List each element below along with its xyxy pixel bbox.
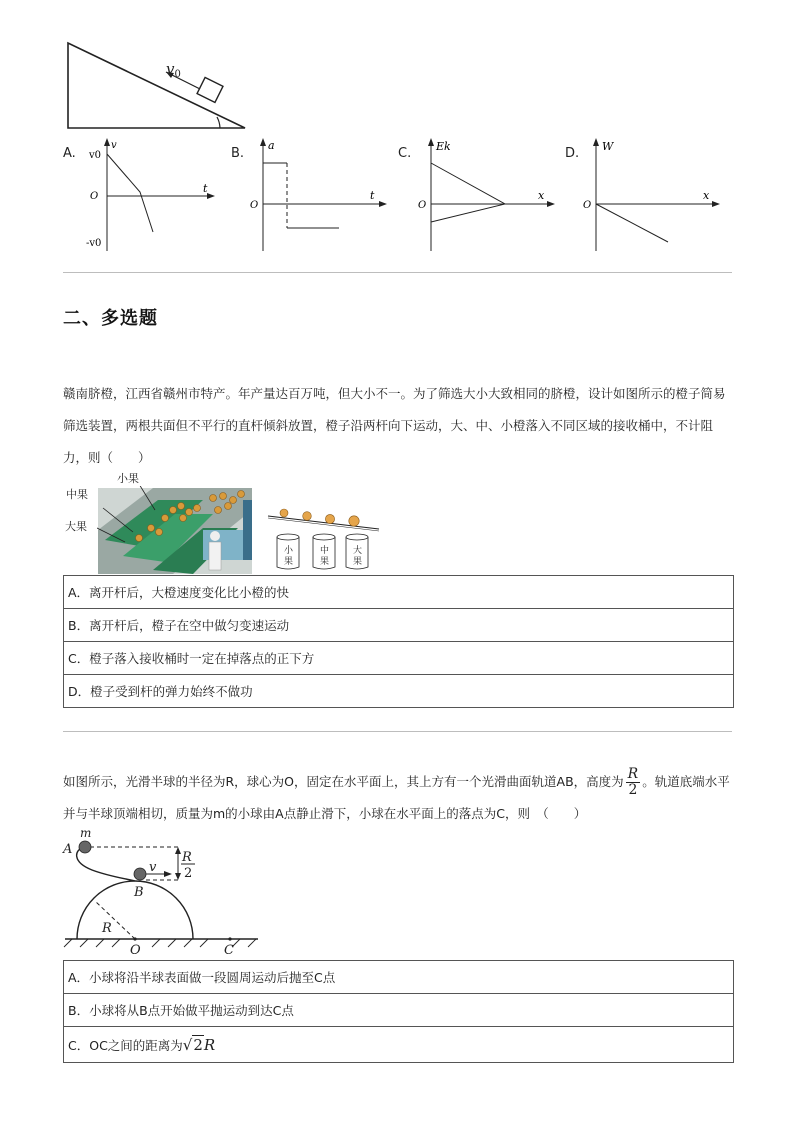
sqrt-radicand: 2 — [193, 1036, 203, 1054]
graph-c-x-label: x — [538, 189, 545, 202]
orange-sorter-schematic — [265, 504, 385, 572]
graph-a-origin: O — [90, 191, 99, 202]
height-fraction-den: 2 — [628, 782, 638, 798]
graph-d-origin: O — [583, 200, 592, 211]
height-label-den: 2 — [184, 866, 193, 881]
section-title: 二、多选题 — [63, 308, 158, 329]
graph-a-y-label: v — [111, 140, 117, 151]
graph-d-y-label: W — [602, 140, 614, 153]
question1-choices — [63, 575, 734, 708]
bucket-medium-char2: 果 — [320, 557, 330, 567]
label-m: m — [80, 826, 92, 840]
sqrt-expression: √2R — [182, 1036, 216, 1054]
question2-stem — [63, 766, 735, 830]
point-c-dot — [228, 937, 231, 940]
graph-b-origin: O — [250, 200, 259, 211]
label-b: B — [134, 885, 144, 900]
graph-a-curve — [107, 154, 153, 232]
graph-b-x-label: t — [370, 189, 375, 202]
label-r: R — [102, 921, 112, 936]
label-large-fruit: 大果 — [65, 520, 87, 533]
graph-a-v0: v0 — [89, 150, 102, 161]
option-a-label: A. — [63, 146, 76, 161]
incline-figure — [60, 38, 260, 134]
graph-c-curve — [431, 163, 505, 222]
graph-c — [415, 136, 560, 256]
graph-a-neg-v0: -v0 — [86, 238, 102, 249]
label-medium-fruit: 中果 — [66, 488, 88, 501]
graph-d-x-label: x — [703, 189, 710, 202]
question1-choice-a[interactable]: A．离开杆后，大橙速度变化比小橙的快 — [64, 576, 733, 609]
orange-sorter-photo — [63, 470, 253, 574]
graph-c-y-label: Ek — [436, 140, 451, 153]
height-label-num: R — [182, 850, 192, 865]
question2-choice-a[interactable]: A．小球将沿半球表面做一段圆周运动后抛至C点 — [64, 961, 733, 994]
option-d-label: D. — [565, 146, 580, 161]
divider-top — [63, 272, 732, 273]
question1-choice-c[interactable]: C．橙子落入接收桶时一定在掉落点的正下方 — [64, 642, 733, 675]
question2-choice-c[interactable] — [64, 1027, 733, 1063]
graph-b-y-label: a — [268, 139, 275, 152]
bucket-small-char2: 果 — [284, 557, 294, 567]
label-a: A — [63, 842, 73, 857]
sliding-block — [197, 77, 223, 102]
graph-c-origin: O — [418, 200, 427, 211]
label-c: C — [224, 943, 234, 958]
label-v: v — [149, 860, 157, 875]
bucket-large-char1: 大 — [353, 546, 363, 556]
graph-b — [247, 136, 392, 256]
rod-upper — [268, 516, 379, 529]
bucket-small-char1: 小 — [284, 546, 294, 556]
velocity-arrow-head-icon — [164, 871, 172, 877]
hemisphere-figure — [60, 826, 265, 958]
graph-d — [580, 136, 725, 256]
option-c-label: C. — [398, 146, 412, 161]
height-fraction — [626, 767, 641, 798]
oranges-on-rods — [280, 509, 359, 526]
option-b-label: B. — [231, 146, 245, 161]
v0-label: $v_0$ — [166, 60, 181, 80]
question1-stem: 赣南脐橙，江西省赣州市特产。年产量达百万吨，但大小不一。为了筛选大小大致相同的脐橙，设计如图所示的橙子简易筛选装置，两根共面但不平行的直杆倾斜放置，橙子沿两杆向下运动，大、中、小橙落入不同区域的接收桶中，不计阻力，则（ ） — [63, 386, 726, 465]
question2-stem-part1: 如图所示，光滑半球的半径为R，球心为O，固定在水平面上，其上方有一个光滑曲面轨道AB，高度为 — [63, 774, 624, 789]
center-o-dot — [133, 937, 136, 940]
question2-choices — [63, 960, 734, 1063]
label-small-fruit: 小果 — [117, 472, 139, 485]
label-o: O — [130, 943, 141, 958]
divider-middle — [63, 731, 732, 732]
height-fraction-num: R — [627, 766, 639, 782]
radius-dashed — [95, 901, 135, 939]
angle-arc — [217, 117, 220, 128]
bucket-large-char2: 果 — [353, 557, 363, 567]
bucket-medium-char1: 中 — [320, 546, 330, 556]
question2-choice-b[interactable]: B．小球将从B点开始做平抛运动到达C点 — [64, 994, 733, 1027]
question2-stem-part2: 。轨道底端水平并与半球顶端相切，质量为m的小球由A点静止滑下，小球在水平面上的落点为C，则 （ ） — [63, 774, 730, 821]
question2-choice-c-prefix: C．OC之间的距离为 — [68, 1038, 183, 1053]
question1-choice-b[interactable]: B．离开杆后，橙子在空中做匀变速运动 — [64, 609, 733, 642]
rod-lower — [268, 518, 379, 531]
graph-a-x-label: t — [203, 182, 208, 195]
ball-at-b — [134, 868, 146, 880]
worker-figure — [210, 531, 220, 541]
ball-at-a — [79, 841, 91, 853]
question1-choice-d[interactable]: D．橙子受到杆的弹力始终不做功 — [64, 675, 733, 708]
graph-a — [85, 136, 220, 256]
sqrt-variable: R — [203, 1036, 216, 1054]
graph-d-curve — [596, 204, 668, 242]
